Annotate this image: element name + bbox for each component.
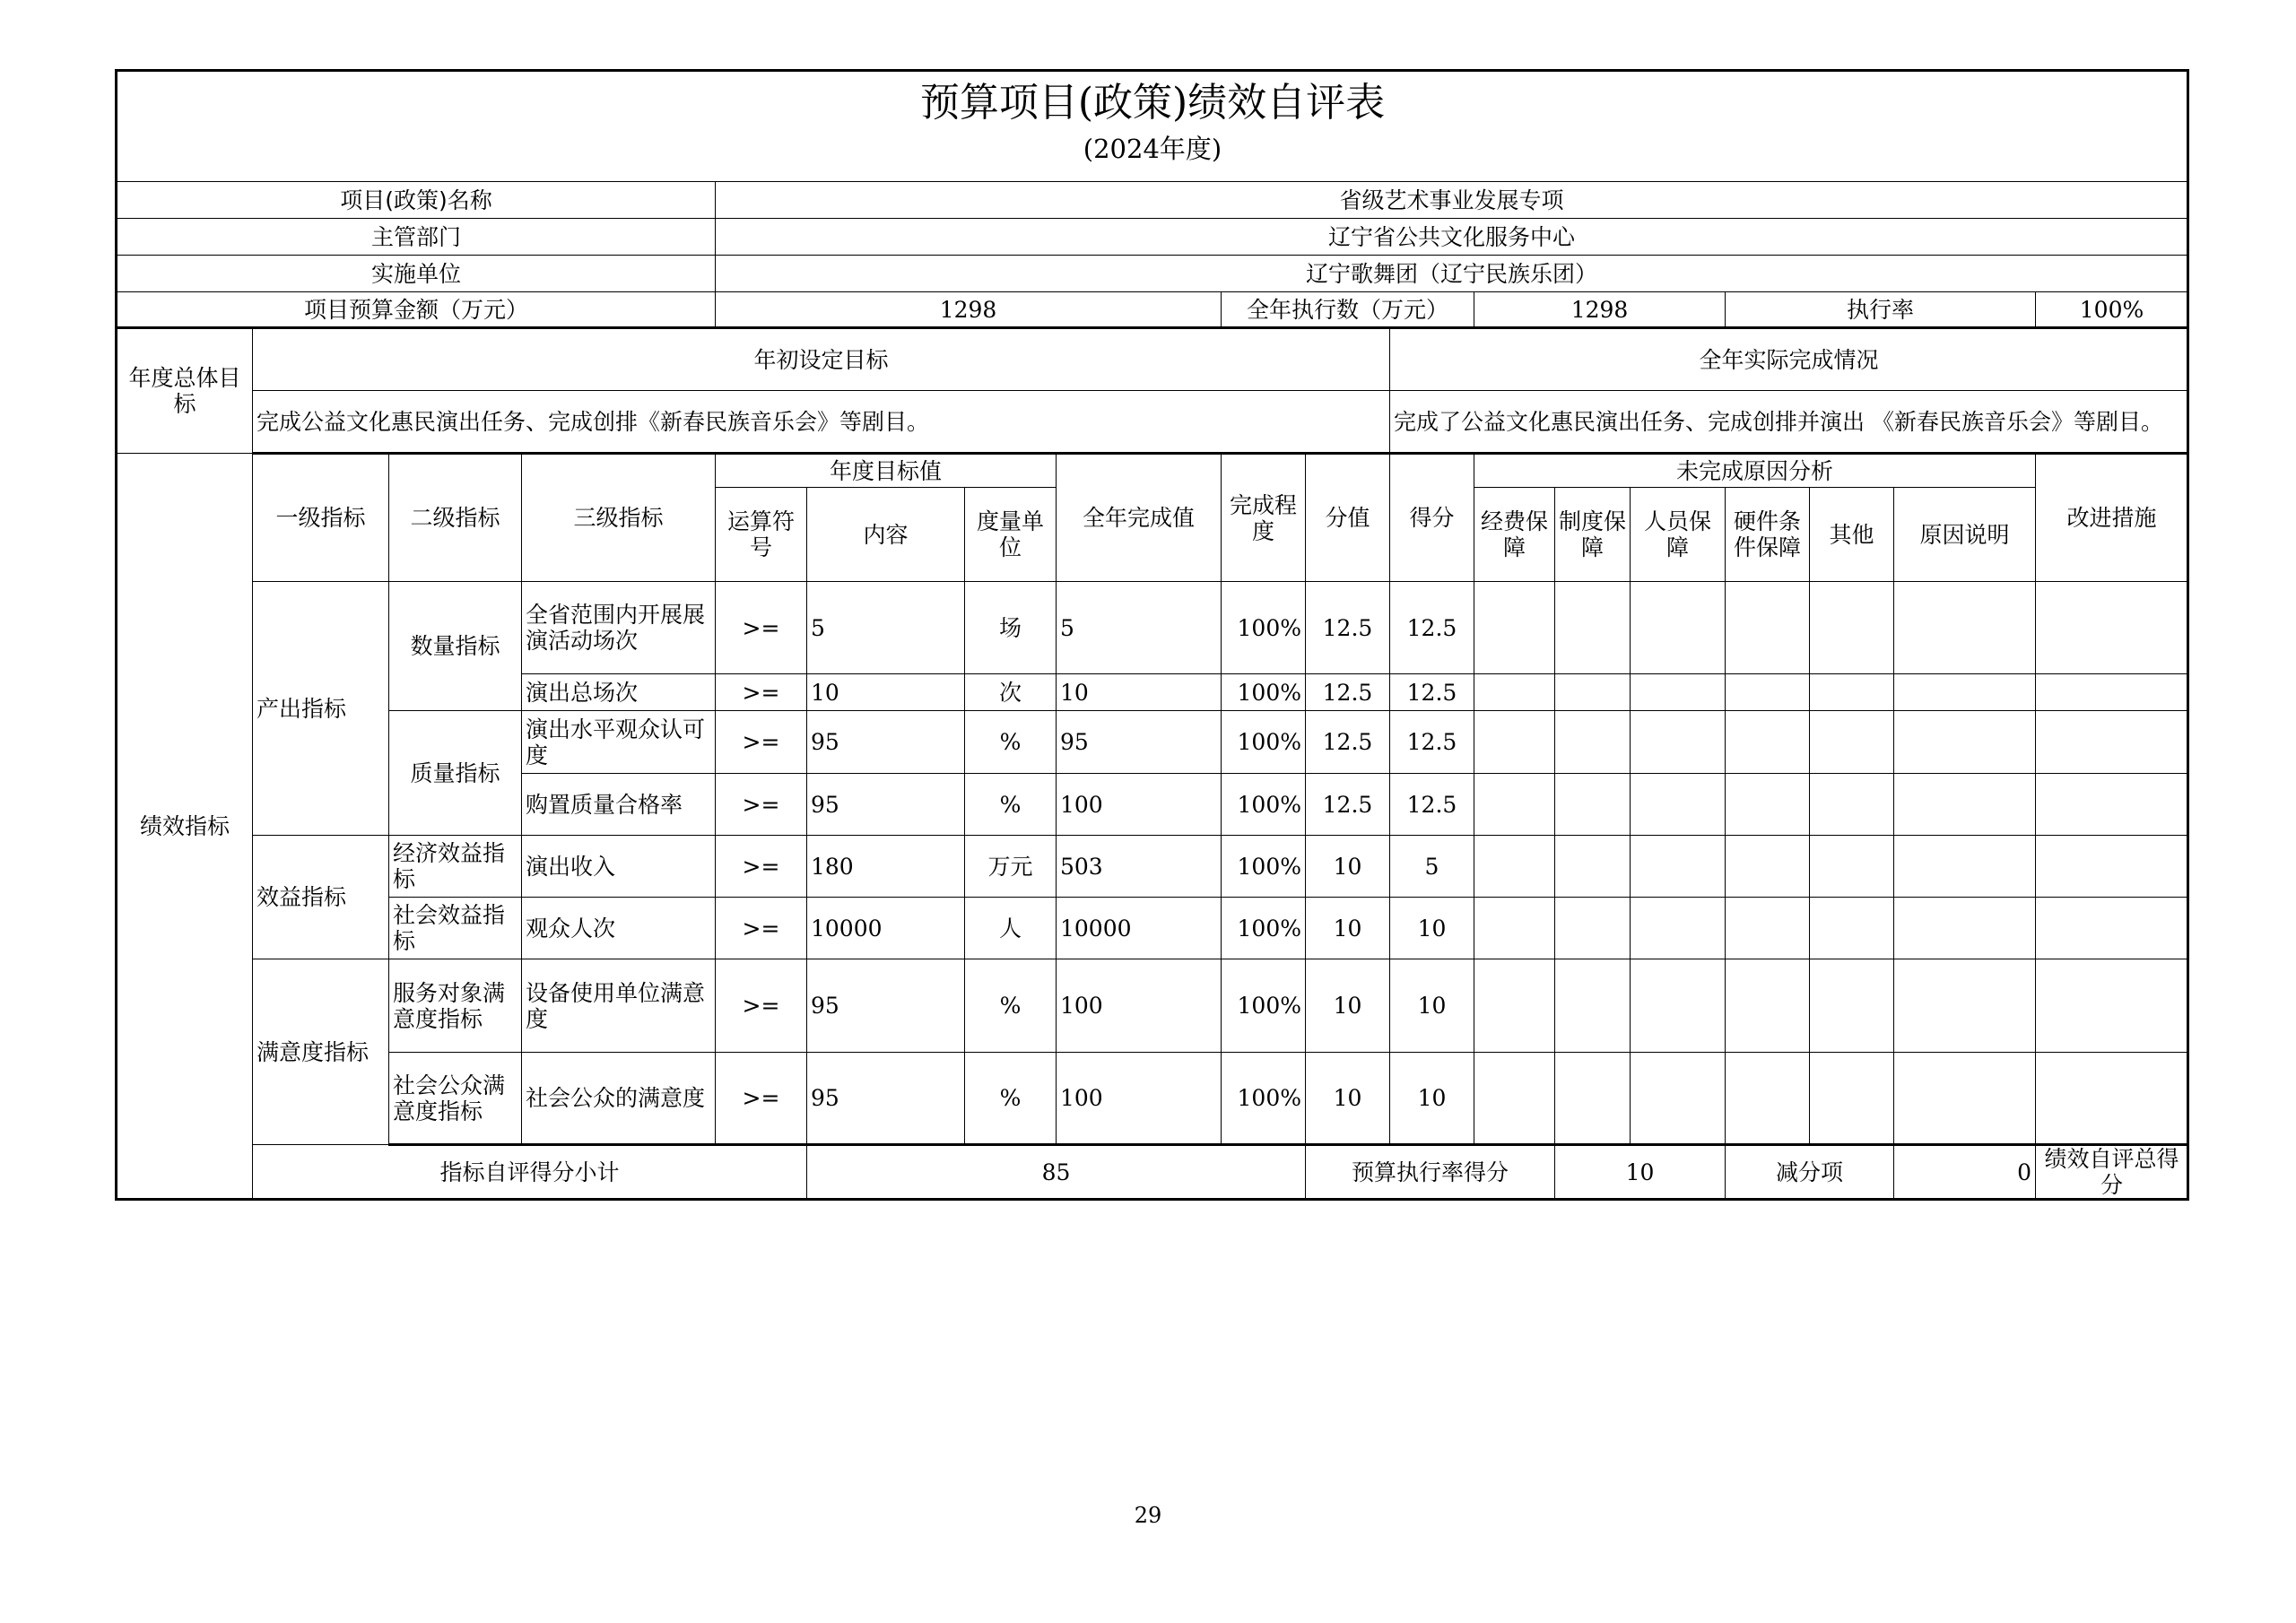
weight: 12.5: [1306, 711, 1390, 774]
group-social: 社会效益指标: [389, 898, 522, 959]
header-funding: 经费保障: [1474, 488, 1555, 582]
completion: 100%: [1222, 674, 1306, 711]
page-number: 29: [1134, 1503, 1162, 1528]
fiscal-year: (2024年度): [1083, 134, 1222, 164]
operator: >=: [716, 836, 807, 898]
target-content: 10: [807, 674, 965, 711]
target-content: 5: [807, 582, 965, 674]
indicator-name: 演出水平观众认可度: [522, 711, 716, 774]
header-level2: 二级指标: [389, 454, 522, 582]
project-name-label: 项目(政策)名称: [117, 182, 716, 219]
header-improve: 改进措施: [2036, 454, 2188, 582]
actual-value: 100: [1057, 959, 1222, 1053]
target-content: 95: [807, 959, 965, 1053]
title-cell: [117, 71, 2188, 182]
indicator-name: 演出收入: [522, 836, 716, 898]
completion: 100%: [1222, 898, 1306, 959]
indicator-row: [117, 1053, 2188, 1145]
indicator-name: 演出总场次: [522, 674, 716, 711]
indicator-name: 社会公众的满意度: [522, 1053, 716, 1145]
header-reason-group: 未完成原因分析: [1474, 454, 2036, 488]
unit-label: 实施单位: [117, 256, 716, 292]
score: 10: [1390, 1053, 1474, 1145]
indicator-row: [117, 898, 2188, 959]
actual-value: 10000: [1057, 898, 1222, 959]
actual-value: 100: [1057, 1053, 1222, 1145]
group-benefit: 效益指标: [253, 836, 389, 959]
measure-unit: 人: [965, 898, 1057, 959]
operator: >=: [716, 674, 807, 711]
deduct-value: 0: [1894, 1145, 2036, 1200]
target-content: 10000: [807, 898, 965, 959]
executed-value: 1298: [1474, 292, 1726, 328]
score: 12.5: [1390, 582, 1474, 674]
weight: 10: [1306, 1053, 1390, 1145]
rate-label: 执行率: [1726, 292, 2036, 328]
weight: 12.5: [1306, 582, 1390, 674]
weight: 10: [1306, 836, 1390, 898]
measure-unit: %: [965, 959, 1057, 1053]
actual-value: 10: [1057, 674, 1222, 711]
actual-value: 100: [1057, 774, 1222, 836]
target-content: 95: [807, 1053, 965, 1145]
weight: 12.5: [1306, 774, 1390, 836]
indicator-name: 设备使用单位满意度: [522, 959, 716, 1053]
header-operator: 运算符号: [716, 488, 807, 582]
header-system: 制度保障: [1555, 488, 1631, 582]
page-title: 预算项目(政策)绩效自评表: [919, 80, 1386, 126]
operator: >=: [716, 898, 807, 959]
executed-label: 全年执行数（万元）: [1222, 292, 1474, 328]
actual-value: 5: [1057, 582, 1222, 674]
performance-indicators-label: 绩效指标: [117, 454, 253, 1200]
indicator-name: 观众人次: [522, 898, 716, 959]
header-hardware: 硬件条件保障: [1726, 488, 1810, 582]
indicator-row: [117, 711, 2188, 774]
header-level3: 三级指标: [522, 454, 716, 582]
group-satisfaction: 满意度指标: [253, 959, 389, 1145]
score: 10: [1390, 959, 1474, 1053]
completion: 100%: [1222, 582, 1306, 674]
measure-unit: 万元: [965, 836, 1057, 898]
header-weight: 分值: [1306, 454, 1390, 582]
weight: 10: [1306, 898, 1390, 959]
measure-unit: %: [965, 774, 1057, 836]
annual-goal-label: 年度总体目标: [117, 328, 253, 454]
operator: >=: [716, 711, 807, 774]
header-level1: 一级指标: [253, 454, 389, 582]
actual-value: 503: [1057, 836, 1222, 898]
goal-actual-header: 全年实际完成情况: [1390, 328, 2188, 391]
score: 5: [1390, 836, 1474, 898]
budget-label: 项目预算金额（万元）: [117, 292, 716, 328]
header-unit: 度量单位: [965, 488, 1057, 582]
department-label: 主管部门: [117, 219, 716, 256]
indicator-row: [117, 836, 2188, 898]
rate-value: 100%: [2036, 292, 2188, 328]
group-quality: 质量指标: [389, 711, 522, 836]
target-content: 95: [807, 774, 965, 836]
header-target-group: 年度目标值: [716, 454, 1057, 488]
goal-set-text: 完成公益文化惠民演出任务、完成创排《新春民族音乐会》等剧目。: [253, 391, 1390, 454]
completion: 100%: [1222, 959, 1306, 1053]
budget-value: 1298: [716, 292, 1222, 328]
score: 12.5: [1390, 711, 1474, 774]
completion: 100%: [1222, 836, 1306, 898]
operator: >=: [716, 774, 807, 836]
total-label: 绩效自评总得分: [2036, 1145, 2188, 1200]
completion: 100%: [1222, 711, 1306, 774]
actual-value: 95: [1057, 711, 1222, 774]
measure-unit: 场: [965, 582, 1057, 674]
header-completion: 完成程度: [1222, 454, 1306, 582]
subtotal-label: 指标自评得分小计: [253, 1145, 807, 1200]
completion: 100%: [1222, 774, 1306, 836]
score: 12.5: [1390, 774, 1474, 836]
deduct-label: 减分项: [1726, 1145, 1894, 1200]
operator: >=: [716, 959, 807, 1053]
header-content: 内容: [807, 488, 965, 582]
header-explain: 原因说明: [1894, 488, 2036, 582]
completion: 100%: [1222, 1053, 1306, 1145]
header-score: 得分: [1390, 454, 1474, 582]
weight: 10: [1306, 959, 1390, 1053]
budget-score-label: 预算执行率得分: [1306, 1145, 1555, 1200]
unit-value: 辽宁歌舞团（辽宁民族乐团）: [716, 256, 2188, 292]
target-content: 95: [807, 711, 965, 774]
operator: >=: [716, 1053, 807, 1145]
group-quantity: 数量指标: [389, 582, 522, 711]
operator: >=: [716, 582, 807, 674]
project-name-value: 省级艺术事业发展专项: [716, 182, 2188, 219]
target-content: 180: [807, 836, 965, 898]
group-public: 社会公众满意度指标: [389, 1053, 522, 1145]
indicator-row: [117, 582, 2188, 674]
budget-score-value: 10: [1555, 1145, 1726, 1200]
department-value: 辽宁省公共文化服务中心: [716, 219, 2188, 256]
weight: 12.5: [1306, 674, 1390, 711]
header-actual: 全年完成值: [1057, 454, 1222, 582]
goal-set-header: 年初设定目标: [253, 328, 1390, 391]
group-output: 产出指标: [253, 582, 389, 836]
group-service-target: 服务对象满意度指标: [389, 959, 522, 1053]
score: 12.5: [1390, 674, 1474, 711]
self-evaluation-table: [115, 69, 2189, 1201]
header-other: 其他: [1810, 488, 1894, 582]
goal-actual-text: 完成了公益文化惠民演出任务、完成创排并演出 《新春民族音乐会》等剧目。: [1390, 391, 2188, 454]
indicator-name: 购置质量合格率: [522, 774, 716, 836]
group-economic: 经济效益指标: [389, 836, 522, 898]
score: 10: [1390, 898, 1474, 959]
subtotal-value: 85: [807, 1145, 1306, 1200]
indicator-name: 全省范围内开展展演活动场次: [522, 582, 716, 674]
measure-unit: %: [965, 711, 1057, 774]
indicator-row: [117, 959, 2188, 1053]
measure-unit: 次: [965, 674, 1057, 711]
header-staff: 人员保障: [1631, 488, 1726, 582]
measure-unit: %: [965, 1053, 1057, 1145]
